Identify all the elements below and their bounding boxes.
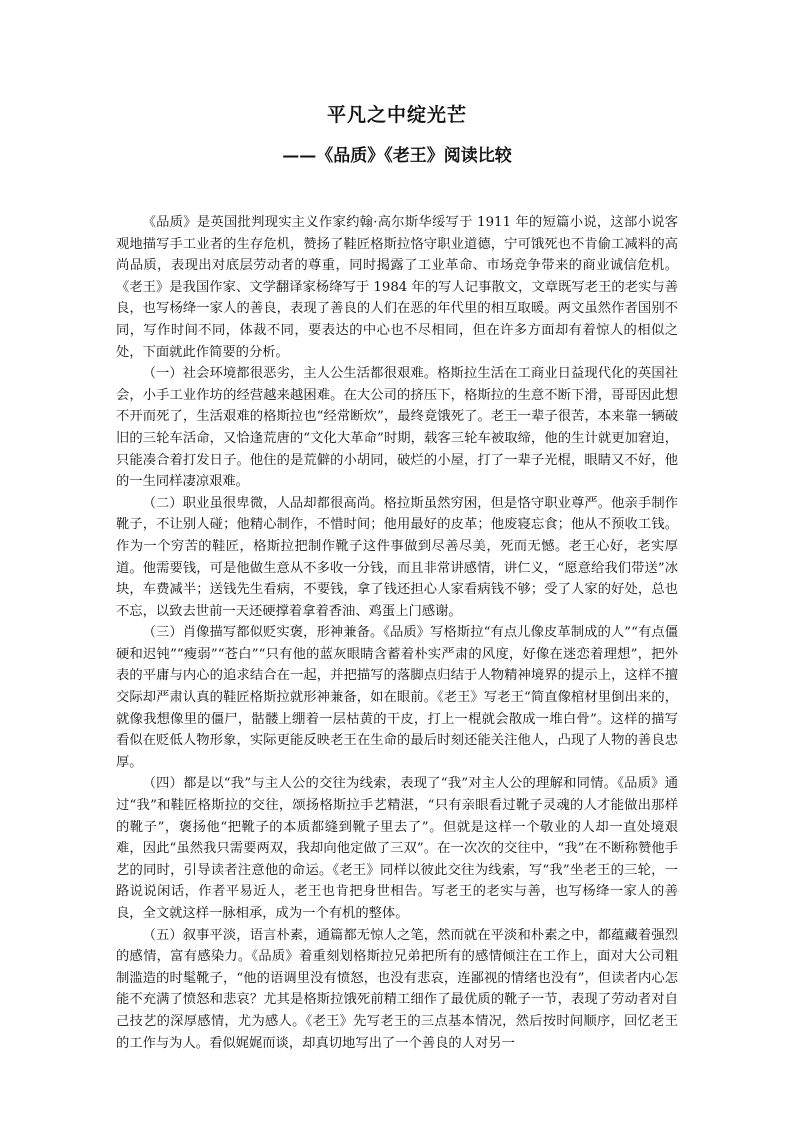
paragraph-point-4: （四）都是以“我”与主人公的交往为线索，表现了“我”对主人公的理解和同情。《品质》通过“我”和鞋匠格斯拉的交往，颂扬格斯拉手艺精湛，“只有亲眼看过靴子灵魂的人才能做出那样的靴子”，褒扬他“把靴子的本质都缝到靴子里去了”。但就是这样一个敬业的人却一直处境艰难，因此“虽然我只需要两双，我却向他定做了三双”。在一次次的交往中，“我”在不断称赞他手艺的同时，引导读者注意他的命运。《老王》同样以彼此交往为线索，写“我”坐老王的三轮，一路说说闲话，作者平易近人，老王也肯把身世相告。写老王的老实与善，也写杨绛一家人的善良，全文就这样一脉相承，成为一个有机的整体。: [116, 776, 678, 921]
document-subtitle: ——《品质》《老王》阅读比较: [282, 146, 512, 166]
paragraph-point-5: （五）叙事平淡，语言朴素，通篇都无惊人之笔，然而就在平淡和朴素之中，都蕴藏着强烈的感情，富有感染力。《品质》着重刻划格斯拉兄弟把所有的感情倾注在工作上，面对大公司粗制滥造的时髦靴子，“他的语调里没有愤怒，也没有悲哀，连鄙视的情绪也没有”，但读者内心怎能不充满了愤怒和悲哀？尤其是格斯拉饿死前精工细作了最优质的靴子一节，表现了劳动者对自己技艺的深厚感情，尤为感人。《老王》先写老王的三点基本情况，然后按时间顺序，回忆老王的工作与为人。看似娓娓而谈，却真切地写出了一个善良的人对另一: [116, 927, 678, 1051]
document-page: [116, 100, 678, 1054]
document-title: 平凡之中绽光芒: [326, 104, 467, 126]
paragraph-point-2: （二）职业虽很卑微，人品却都很高尚。格拉斯虽然穷困，但是恪守职业尊严。他亲手制作靴子，不让别人碰；他精心制作，不惜时间；他用最好的皮革；他废寝忘食；他从不预收工钱。作为一个穷苦的鞋匠，格斯拉把制作靴子这件事做到尽善尽美，死而无憾。老王心好，老实厚道。他需要钱，可是他做生意从不多收一分钱，而且非常讲感情，讲仁义，“愿意给我们带送”冰块，车费减半；送钱先生看病，不要钱，拿了钱还担心人家看病钱不够；受了人家的好处，总也不忘，以致去世前一天还硬撑着拿着香油、鸡蛋上门感谢。: [116, 495, 678, 619]
paragraph-intro: 《品质》是英国批判现实主义作家约翰·高尔斯华绥写于 1911 年的短篇小说，这部小说客观地描写手工业者的生存危机，赞扬了鞋匠格斯拉恪守职业道德，宁可饿死也不肯偷工减料的高尚品质，表现出对底层劳动者的尊重，同时揭露了工业革命、市场竞争带来的商业诚信危机。《老王》是我国作家、文学翻译家杨绛写于 1984 年的写人记事散文，文章既写老王的老实与善良，也写杨绛一家人的善良，表现了善良的人们在恶的年代里的相互取暖。两文虽然作者国别不同，写作时间不同，体裁不同，要表达的中心也不尽相同，但在许多方面却有着惊人的相似之处，下面就此作简要的分析。: [116, 215, 678, 360]
document-body: [116, 212, 678, 1054]
paragraph-point-3: （三）肖像描写都似贬实褒，形神兼备。《品质》写格斯拉“有点儿像皮革制成的人”“有点僵硬和迟钝”“瘦弱”“苍白”“只有他的蓝灰眼睛含蓄着朴实严肃的风度，好像在迷恋着理想”，把外表的平庸与内心的追求结合在一起，并把描写的落脚点归结于人物精神境界的提示上，这样不擅交际却严肃认真的鞋匠格斯拉就形神兼备，如在眼前。《老王》写老王“简直像棺材里倒出来的，就像我想像里的僵尸，骷髅上绷着一层枯黄的干皮，打上一棍就会散成一堆白骨”。这样的描写看似在贬低人物形象，实际更能反映老王在生命的最后时刻还能关注他人，凸现了人物的善良忠厚。: [116, 625, 678, 770]
paragraph-point-1: （一）社会环境都很恶劣，主人公生活都很艰难。格斯拉生活在工商业日益现代化的英国社会，小手工业作坊的经营越来越困难。在大公司的挤压下，格斯拉的生意不断下滑，哥哥因此想不开而死了，生活艰难的格斯拉也“经常断炊”，最终竟饿死了。老王一辈子很苦，本来靠一辆破旧的三轮车活命，又恰逢荒唐的“文化大革命”时期，载客三轮车被取缔，他的生计就更加窘迫，只能凑合着打发日子。他住的是荒僻的小胡同，破烂的小屋，打了一辈子光棍，眼睛又不好，他的一生同样凄凉艰难。: [116, 366, 678, 490]
